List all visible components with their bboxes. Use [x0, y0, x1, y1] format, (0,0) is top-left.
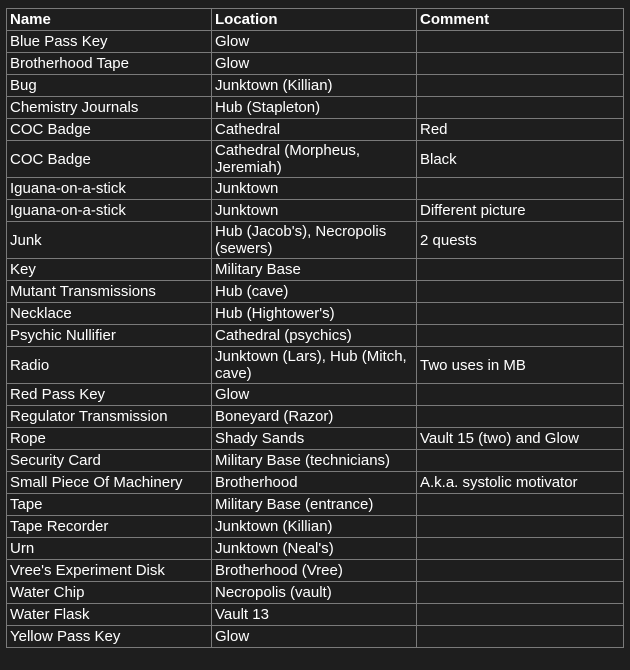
cell-location: Junktown (Killian): [212, 516, 417, 538]
cell-name: Bug: [7, 75, 212, 97]
cell-comment: [417, 516, 624, 538]
cell-name: Psychic Nullifier: [7, 325, 212, 347]
cell-name: COC Badge: [7, 141, 212, 178]
table-row: [7, 626, 624, 648]
table-row: [7, 325, 624, 347]
cell-location: Cathedral: [212, 119, 417, 141]
cell-name: Security Card: [7, 450, 212, 472]
cell-comment: [417, 178, 624, 200]
cell-name: Tape: [7, 494, 212, 516]
cell-location: Glow: [212, 384, 417, 406]
table-row: [7, 31, 624, 53]
cell-comment: [417, 450, 624, 472]
cell-name: Iguana-on-a-stick: [7, 200, 212, 222]
table-row: [7, 560, 624, 582]
cell-comment: [417, 281, 624, 303]
cell-location: Hub (Hightower's): [212, 303, 417, 325]
cell-name: Key: [7, 259, 212, 281]
cell-name: Blue Pass Key: [7, 31, 212, 53]
cell-name: Tape Recorder: [7, 516, 212, 538]
cell-comment: [417, 31, 624, 53]
table-row: [7, 406, 624, 428]
cell-comment: [417, 75, 624, 97]
cell-comment: [417, 494, 624, 516]
cell-name: Mutant Transmissions: [7, 281, 212, 303]
cell-name: Chemistry Journals: [7, 97, 212, 119]
table-row: [7, 222, 624, 259]
cell-location: Military Base (technicians): [212, 450, 417, 472]
table-row: [7, 53, 624, 75]
table-row: [7, 200, 624, 222]
table-row: [7, 538, 624, 560]
table-row: [7, 178, 624, 200]
cell-comment: [417, 384, 624, 406]
table-row: [7, 494, 624, 516]
cell-name: Water Flask: [7, 604, 212, 626]
table-row: [7, 450, 624, 472]
cell-comment: Different picture: [417, 200, 624, 222]
cell-location: Junktown: [212, 178, 417, 200]
cell-location: Hub (Stapleton): [212, 97, 417, 119]
table-row: [7, 281, 624, 303]
items-table-container: [6, 8, 624, 648]
cell-location: Military Base (entrance): [212, 494, 417, 516]
table-row: [7, 75, 624, 97]
table-row: [7, 347, 624, 384]
cell-comment: [417, 582, 624, 604]
cell-comment: Red: [417, 119, 624, 141]
cell-location: Glow: [212, 626, 417, 648]
cell-comment: [417, 325, 624, 347]
cell-location: Vault 13: [212, 604, 417, 626]
cell-name: Regulator Transmission: [7, 406, 212, 428]
cell-comment: [417, 53, 624, 75]
cell-name: Rope: [7, 428, 212, 450]
cell-location: Junktown: [212, 200, 417, 222]
cell-name: COC Badge: [7, 119, 212, 141]
cell-name: Small Piece Of Machinery: [7, 472, 212, 494]
table-row: [7, 303, 624, 325]
cell-name: Necklace: [7, 303, 212, 325]
cell-comment: Vault 15 (two) and Glow: [417, 428, 624, 450]
table-row: [7, 119, 624, 141]
cell-name: Yellow Pass Key: [7, 626, 212, 648]
table-row: [7, 582, 624, 604]
table-header-row: [7, 9, 624, 31]
cell-name: Radio: [7, 347, 212, 384]
cell-name: Brotherhood Tape: [7, 53, 212, 75]
cell-location: Cathedral (Morpheus, Jeremiah): [212, 141, 417, 178]
cell-comment: [417, 626, 624, 648]
cell-name: Water Chip: [7, 582, 212, 604]
table-row: [7, 604, 624, 626]
cell-name: Urn: [7, 538, 212, 560]
table-row: [7, 472, 624, 494]
cell-comment: [417, 604, 624, 626]
cell-location: Necropolis (vault): [212, 582, 417, 604]
cell-location: Military Base: [212, 259, 417, 281]
cell-comment: [417, 97, 624, 119]
cell-location: Junktown (Neal's): [212, 538, 417, 560]
table-row: [7, 141, 624, 178]
cell-name: Vree's Experiment Disk: [7, 560, 212, 582]
column-header-location: Location: [212, 9, 417, 31]
cell-comment: Two uses in MB: [417, 347, 624, 384]
column-header-name: Name: [7, 9, 212, 31]
cell-comment: [417, 538, 624, 560]
column-header-comment: Comment: [417, 9, 624, 31]
cell-location: Junktown (Killian): [212, 75, 417, 97]
cell-comment: Black: [417, 141, 624, 178]
cell-location: Glow: [212, 53, 417, 75]
cell-comment: [417, 303, 624, 325]
cell-comment: [417, 406, 624, 428]
cell-location: Shady Sands: [212, 428, 417, 450]
table-row: [7, 259, 624, 281]
cell-location: Cathedral (psychics): [212, 325, 417, 347]
cell-location: Brotherhood (Vree): [212, 560, 417, 582]
cell-comment: 2 quests: [417, 222, 624, 259]
table-row: [7, 516, 624, 538]
cell-location: Hub (Jacob's), Necropolis (sewers): [212, 222, 417, 259]
cell-location: Brotherhood: [212, 472, 417, 494]
cell-comment: [417, 259, 624, 281]
cell-location: Boneyard (Razor): [212, 406, 417, 428]
cell-location: Hub (cave): [212, 281, 417, 303]
cell-comment: [417, 560, 624, 582]
table-row: [7, 97, 624, 119]
cell-location: Junktown (Lars), Hub (Mitch, cave): [212, 347, 417, 384]
cell-name: Red Pass Key: [7, 384, 212, 406]
items-table: [6, 8, 624, 648]
cell-name: Iguana-on-a-stick: [7, 178, 212, 200]
cell-location: Glow: [212, 31, 417, 53]
table-row: [7, 428, 624, 450]
cell-name: Junk: [7, 222, 212, 259]
cell-comment: A.k.a. systolic motivator: [417, 472, 624, 494]
table-row: [7, 384, 624, 406]
